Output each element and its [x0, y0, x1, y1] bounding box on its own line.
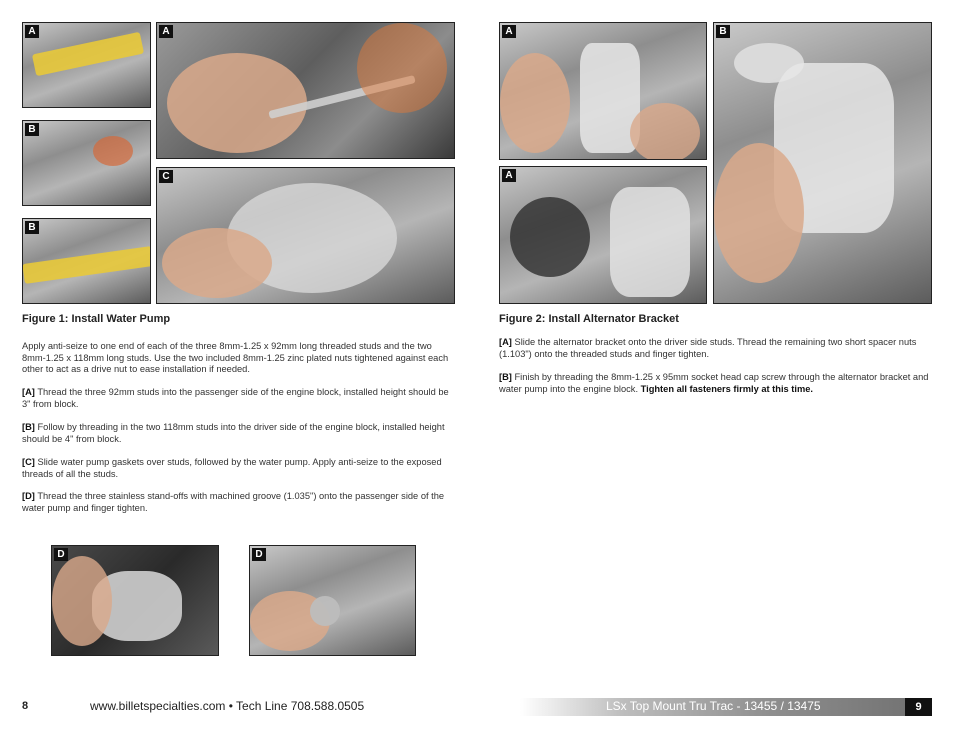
photo-label: B: [25, 123, 39, 136]
photo-tape-measure-long-stud: [22, 218, 151, 304]
figure-2-title: Figure 2: Install Alternator Bracket: [499, 313, 679, 325]
photo-cap-screw-install: [713, 22, 932, 304]
figure-1-step-b: [22, 422, 454, 445]
step-tag: [C]: [22, 457, 35, 467]
photo-tape-measure-stud: [22, 22, 151, 108]
photo-label: D: [252, 548, 266, 561]
left-page-number: 8: [22, 700, 29, 712]
photo-hand-holding-stud: [156, 22, 455, 159]
photo-standoff-closeup: [51, 545, 219, 656]
figure-2-step-b: [499, 372, 931, 395]
footer-website-link[interactable]: www.billetspecialties.com • Tech Line 708.588.0505: [90, 699, 365, 713]
step-text: Thread the three 92mm studs into the passenger side of the engine block, installed height should be 3" from block.: [22, 387, 449, 409]
figure-1-intro: Apply anti-seize to one end of each of the three 8mm-1.25 x 92mm long threaded studs and the two 8mm-1.25 x 118mm long studs. Use the two included 8mm-1.25 zinc plated nuts tightened against each other to act as a drive nut to ease installation if needed.: [22, 341, 449, 375]
photo-label: D: [54, 548, 68, 561]
figure-2-step-a: [499, 337, 931, 360]
step-tag: [B]: [499, 372, 512, 382]
step-tag: [A]: [22, 387, 35, 397]
photo-studs-in-block: [22, 120, 151, 206]
step-text: Slide water pump gaskets over studs, followed by the water pump. Apply anti-seize to the exposed threads of all the studs.: [22, 457, 442, 479]
step-text: Thread the three stainless stand-offs with machined groove (1.035") onto the passenger side of the water pump and finger tighten.: [22, 491, 445, 513]
step-tag: [A]: [499, 337, 512, 347]
photo-label: A: [502, 25, 516, 38]
figure-1-title: Figure 1: Install Water Pump: [22, 313, 171, 325]
photo-label: B: [716, 25, 730, 38]
step-tag: [B]: [22, 422, 35, 432]
photo-label: C: [159, 170, 173, 183]
figure-1-step-a: [22, 387, 454, 410]
figure-1-step-c: [22, 457, 454, 480]
step-text: Slide the alternator bracket onto the driver side studs. Thread the remaining two short spacer nuts (1.103") onto the threaded studs and finger tighten.: [499, 337, 917, 359]
figure-1-step-d: [22, 491, 454, 514]
step-text: Follow by threading in the two 118mm studs into the driver side of the engine block, installed height should be 4" from block.: [22, 422, 445, 444]
photo-label: A: [502, 169, 516, 182]
photo-label: B: [25, 221, 39, 234]
photo-install-water-pump: [156, 167, 455, 304]
step-tag: [D]: [22, 491, 35, 501]
photo-standoff-threading: [249, 545, 416, 656]
photo-label: A: [25, 25, 39, 38]
photo-bracket-onto-studs: [499, 22, 707, 160]
right-page-number: 9: [905, 698, 932, 716]
photo-bracket-mounted: [499, 166, 707, 304]
step-emphasis: Tighten all fasteners firmly at this time.: [640, 383, 813, 394]
photo-label: A: [159, 25, 173, 38]
footer-product-title: LSx Top Mount Tru Trac - 13455 / 13475: [606, 699, 821, 713]
step-text: Finish by threading the 8mm-1.25 x 95mm socket head cap screw through the alternator bracket and water pump into the engine block.: [499, 372, 929, 394]
